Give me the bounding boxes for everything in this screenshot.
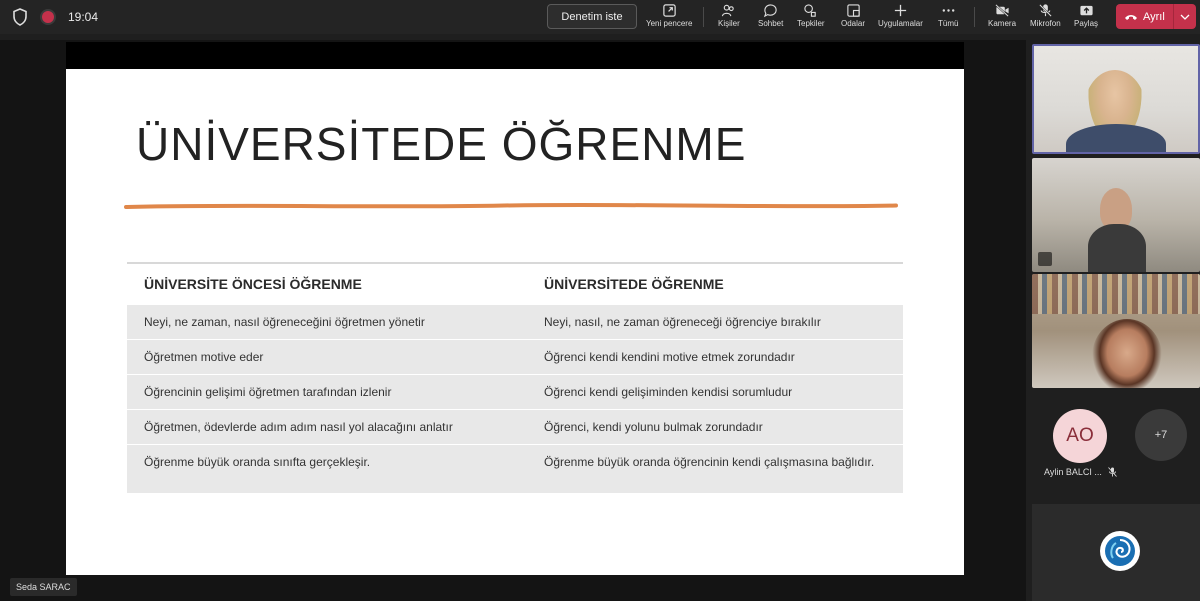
table-cell: Öğrencinin gelişimi öğretmen tarafından izlenir [144, 385, 392, 399]
camera-label: Kamera [988, 19, 1017, 28]
mic-off-icon [1038, 3, 1053, 18]
participant-avatar[interactable]: AO [1053, 409, 1107, 463]
slide-title: ÜNİVERSİTEDE ÖĞRENME [136, 118, 747, 170]
people-icon [721, 3, 736, 18]
participant-video-tile[interactable] [1032, 44, 1200, 154]
table-cell: Öğrenme büyük oranda sınıfta gerçekleşir. [144, 455, 371, 469]
table-cell: Öğrenme büyük oranda öğrencinin kendi çalışmasına bağlıdır. [544, 455, 875, 469]
share-label: Paylaş [1074, 19, 1099, 28]
presenter-name-badge: Seda SARAC [10, 578, 77, 596]
comparison-table [127, 262, 903, 494]
rooms-button[interactable] [841, 2, 865, 32]
popout-button[interactable] [646, 2, 692, 32]
table-row [127, 375, 903, 410]
table-row [127, 340, 903, 375]
participant-video-tile[interactable] [1032, 158, 1200, 272]
muted-mic-icon [1038, 252, 1052, 266]
brush-stroke-divider [124, 202, 898, 210]
table-header-row [127, 264, 903, 305]
column-header: ÜNİVERSİTEDE ÖĞRENME [544, 276, 724, 292]
microphone-button[interactable] [1030, 2, 1061, 32]
bookshelf-background [1032, 274, 1200, 314]
table-row [127, 445, 903, 494]
leave-label: Ayrıl [1143, 10, 1165, 23]
toolbar-divider [974, 7, 975, 27]
more-participants-button[interactable]: +7 [1135, 409, 1187, 461]
table-row [127, 305, 903, 340]
chat-icon [763, 3, 778, 18]
more-icon [941, 3, 956, 18]
chevron-down-icon [1180, 14, 1190, 20]
microphone-label: Mikrofon [1030, 19, 1061, 28]
table-cell: Neyi, ne zaman, nasıl öğreneceğini öğretmen yönetir [144, 315, 425, 329]
apps-label: Uygulamalar [878, 19, 923, 28]
rooms-label: Odalar [841, 19, 866, 28]
table-cell: Öğrenci, kendi yolunu bulmak zorundadır [544, 420, 763, 434]
table-cell: Öğrenci kendi kendini motive etmek zorundadır [544, 350, 795, 364]
reactions-button[interactable] [797, 2, 825, 32]
participant-name [1044, 467, 1117, 477]
leave-options-dropdown[interactable] [1174, 14, 1196, 20]
people-label: Kişiler [718, 19, 740, 28]
recording-icon [42, 11, 54, 23]
apps-icon [893, 3, 908, 18]
popout-icon [662, 3, 677, 18]
popout-label: Yeni pencere [646, 19, 693, 28]
column-header: ÜNİVERSİTE ÖNCESİ ÖĞRENME [144, 276, 362, 292]
participant-name-label: Aylin BALCI ... [1044, 467, 1102, 477]
camera-button[interactable] [988, 2, 1016, 32]
chat-label: Sohbet [758, 19, 784, 28]
share-icon [1079, 3, 1094, 18]
table-row [127, 410, 903, 445]
meeting-timer: 19:04 [68, 10, 99, 24]
app-logo-icon [1100, 531, 1140, 571]
toolbar-divider [703, 7, 704, 27]
table-cell: Öğretmen motive eder [144, 350, 264, 364]
participant-video-tile[interactable] [1032, 274, 1200, 388]
rooms-icon [846, 3, 861, 18]
camera-off-icon [995, 3, 1010, 18]
participant-figure [1092, 319, 1162, 388]
more-label: Tümü [938, 19, 959, 28]
reactions-icon [803, 3, 818, 18]
participant-figure [1088, 224, 1146, 272]
phone-hangup-icon [1124, 12, 1138, 22]
participant-figure [1066, 124, 1166, 154]
people-button[interactable] [718, 2, 740, 32]
more-options-button[interactable] [938, 2, 958, 32]
table-cell: Neyi, nasıl, ne zaman öğreneceği öğrenciye bırakılır [544, 315, 821, 329]
chat-button[interactable] [758, 2, 783, 32]
share-button[interactable] [1074, 2, 1098, 32]
shield-icon [12, 8, 28, 26]
table-cell: Öğretmen, ödevlerde adım adım nasıl yol alacağını anlatır [144, 420, 453, 434]
request-control-button[interactable]: Denetim iste [547, 4, 637, 29]
mic-off-icon [1108, 467, 1117, 477]
reactions-label: Tepkiler [797, 19, 825, 28]
presentation-slide [66, 69, 964, 575]
table-cell: Öğrenci kendi gelişiminden kendisi sorumludur [544, 385, 793, 399]
leave-button[interactable] [1116, 4, 1196, 29]
apps-button[interactable] [878, 2, 923, 32]
